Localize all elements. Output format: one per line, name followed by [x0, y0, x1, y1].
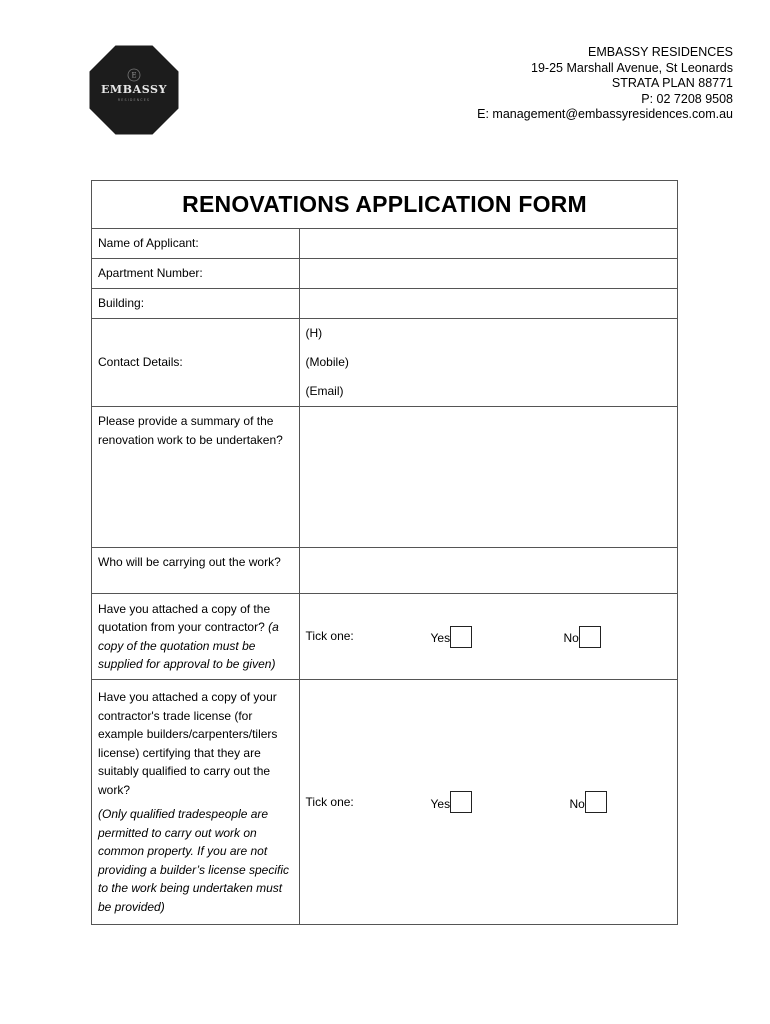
- building-label: Building:: [92, 289, 300, 319]
- quote-yes-label: Yes: [430, 631, 451, 645]
- summary-field[interactable]: [299, 407, 677, 548]
- renovations-form: [91, 180, 678, 925]
- quote-no-label: No: [563, 631, 579, 645]
- license-yes-label: Yes: [430, 796, 451, 811]
- license-answer: [299, 680, 677, 925]
- license-note: (Only qualified tradespeople are permitted to carry out work on common property. If you are not providing a builder’s license specific to the work being undertaken must be provided): [98, 807, 289, 914]
- contact-label: Contact Details:: [92, 319, 300, 407]
- org-phone: P: 02 7208 9508: [641, 91, 733, 106]
- name-field[interactable]: [299, 229, 677, 259]
- contact-mobile-field[interactable]: (Mobile): [305, 355, 349, 369]
- contact-field: [299, 319, 677, 407]
- apartment-field[interactable]: [299, 259, 677, 289]
- quote-question: [92, 594, 300, 680]
- name-label: Name of Applicant:: [92, 229, 300, 259]
- quote-note: (a copy of the quotation must be supplied for approval to be given): [98, 620, 279, 671]
- org-email[interactable]: E: management@embassyresidences.com.au: [477, 107, 733, 121]
- summary-label: Please provide a summary of the renovation work to be undertaken?: [92, 407, 300, 548]
- contact-home-field[interactable]: (H): [305, 326, 323, 340]
- form-title: RENOVATIONS APPLICATION FORM: [92, 181, 678, 229]
- who-label: Who will be carrying out the work?: [92, 548, 300, 594]
- apartment-label: Apartment Number:: [92, 259, 300, 289]
- logo-subtext: RESIDENCES: [117, 98, 151, 102]
- building-field[interactable]: [299, 289, 677, 319]
- quote-tick-label: Tick one:: [305, 629, 354, 644]
- who-field[interactable]: [299, 548, 677, 594]
- logo-text: EMBASSY: [100, 83, 168, 96]
- contact-email-field[interactable]: (Email): [305, 384, 344, 398]
- quote-answer: [299, 594, 677, 680]
- org-address: 19-25 Marshall Avenue, St Leonards: [531, 60, 733, 75]
- logo-monogram: E: [131, 71, 137, 80]
- org-details: [477, 45, 733, 123]
- license-yes-checkbox[interactable]: [450, 791, 472, 813]
- quote-yes-checkbox[interactable]: [450, 626, 472, 648]
- quote-label: Have you attached a copy of the quotation from your contractor?: [98, 601, 271, 634]
- license-question: [92, 680, 300, 925]
- license-no-checkbox[interactable]: [585, 791, 607, 813]
- license-tick-label: Tick one:: [305, 794, 354, 809]
- license-label: Have you attached a copy of your contractor's trade license (for example builders/carpenters/tilers license) certifying that they are suitably qualified to carry out the work?: [98, 690, 278, 797]
- quote-no-checkbox[interactable]: [579, 626, 601, 648]
- license-no-label: No: [569, 796, 585, 811]
- org-name: EMBASSY RESIDENCES: [588, 45, 733, 59]
- embassy-logo: [88, 44, 180, 136]
- org-strata: STRATA PLAN 88771: [611, 76, 733, 90]
